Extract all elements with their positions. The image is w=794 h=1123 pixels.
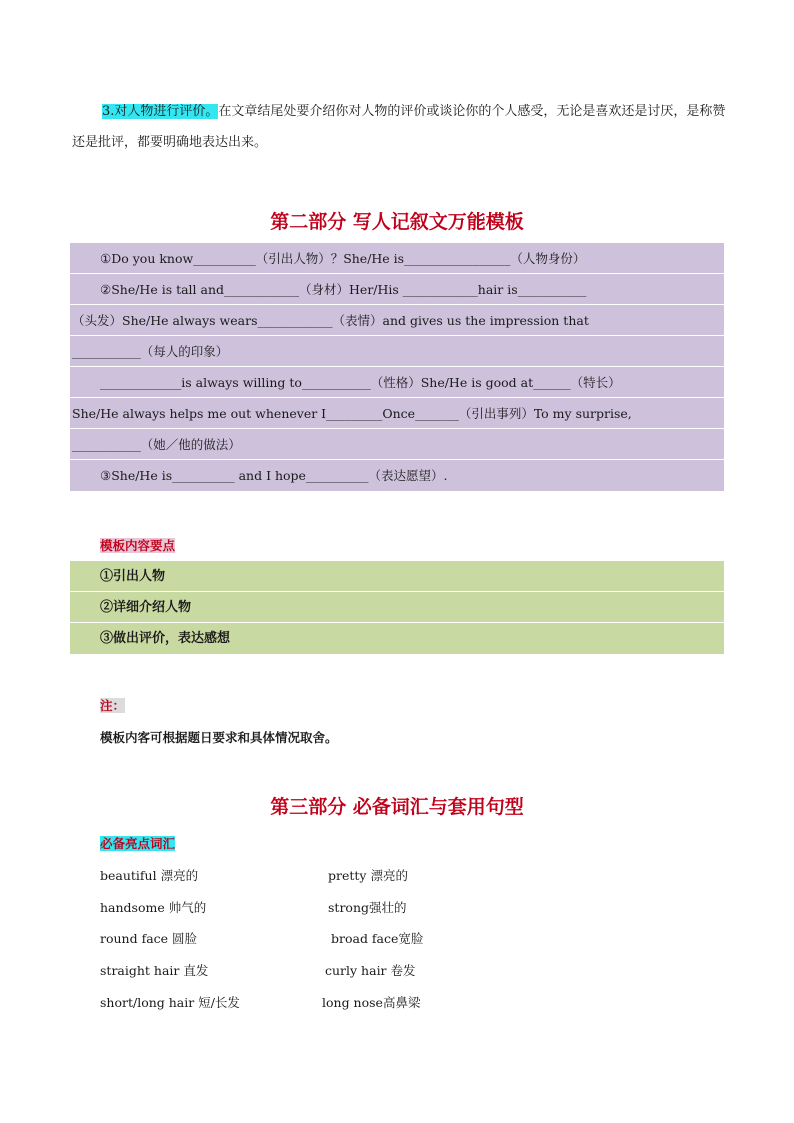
part3-title: 第三部分 必备词汇与套用句型 [270, 796, 524, 818]
part2-title: 第二部分 写人记叙文万能模板 [270, 211, 524, 233]
intro-paragraph [72, 96, 726, 158]
vocab-item: long nose高鼻梁 [322, 995, 421, 1010]
vocab-item: broad face宽脸 [331, 931, 424, 946]
template-row: ①Do you know__________（引出人物）？She/He is_________________（人物身份） [70, 243, 724, 274]
template-box [70, 243, 724, 491]
vocab-item: round face 圆脸 [100, 931, 198, 946]
note-text: 模板内客可根据题日要求和具体情况取舍。 [100, 730, 338, 745]
template-row: _____________is always willing to___________（性格）She/He is good at______（特长） [70, 367, 724, 398]
point-item: ②详细介绍人物 [70, 592, 724, 623]
template-row: ②She/He is tall and____________（身材）Her/His ____________hair is___________ [70, 274, 724, 305]
points-box [70, 561, 724, 654]
template-row: ___________（她／他的做法） [70, 429, 724, 460]
vocab-item: short/long hair 短/长发 [100, 995, 240, 1010]
vocab-label: 必备亮点词汇 [100, 836, 176, 851]
point-item: ③做出评价，表达感想 [100, 631, 231, 646]
point-item: ①引出人物 [70, 561, 724, 592]
intro-text: 在文章结尾处要介绍你对人物的评价或谈论你的个人感受，无论是喜欢还是讨厌，是称赞还是批评，都要明确地表达出来。 [72, 104, 726, 150]
template-row: She/He always helps me out whenever I_________Once_______（引出事列）To my surprise, [70, 398, 724, 429]
intro-highlight: 3.对人物进行评价。 [102, 104, 219, 119]
template-row: ___________（每人的印象） [70, 336, 724, 367]
vocab-item: strong强壮的 [328, 900, 407, 915]
template-row: ③She/He is__________ and I hope__________（表达愿望）. [100, 468, 448, 483]
vocab-item: straight hair 直发 [100, 963, 209, 978]
template-row: （头发）She/He always wears____________（表情）and gives us the impression that [70, 305, 724, 336]
note-label: 注： [100, 698, 126, 713]
points-label: 模板内容要点 [100, 538, 176, 553]
vocab-item: beautiful 漂亮的 [100, 868, 199, 883]
vocab-item: curly hair 卷发 [325, 963, 416, 978]
vocab-item: handsome 帅气的 [100, 900, 207, 915]
vocab-item: pretty 漂亮的 [328, 868, 408, 883]
